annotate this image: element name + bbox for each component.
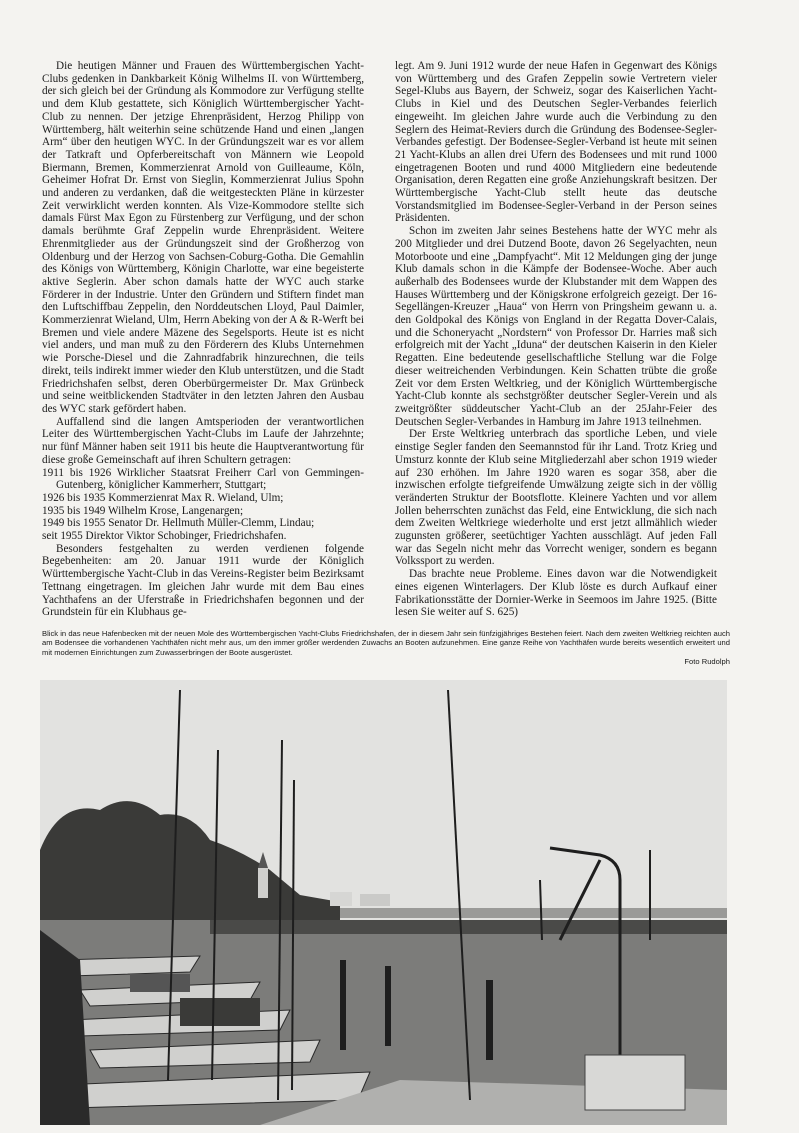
list-item: 1949 bis 1955 Senator Dr. Hellmuth Müller-Clemm, Lindau; [42,517,315,530]
text-column-right [395,60,717,619]
list-item: 1911 bis 1926 Wirklicher Staatsrat Freiherr Carl von Gemmingen-Gutenberg, königlicher Kammerherr, Stuttgart; [42,466,364,492]
paragraph: Der Erste Weltkrieg unterbrach das sportliche Leben, und viele einstige Segler fanden den Seemannstod für ihr Land. Trotz Krieg und Umsturz konnte der Klub seine Mitgliederzahl aber schon 1919 wieder auf 230 erhöhen. Im Jahre 1920 waren es sogar 358, aber die inzwischen erfolgte tiefgreifende Umwälzung zeigte sich in der völlig veränderten Struktur der Bootsflotte. Kleinere Yachten und vor allem Jollen beherrschten zunächst das Feld, eine Entwicklung, die sich nach dem Zweiten Weltkriege wiederholte und erst jetzt allmählich wieder zugunsten größerer, seetüchtiger Yachten ausschlägt. Auf jeden Fall war das Segeln nicht mehr das Vorrecht weniger, sondern es begann Volkssport zu werden. [395,428,717,568]
photo-caption [42,629,730,667]
paragraph: Besonders festgehalten zu werden verdienen folgende Begebenheiten: am 20. Januar 1911 wurde der Königlich Württembergische Yacht-Club in das Vereins-Register beim Bezirksamt Tettnang eingetragen. Im gleichen Jahr wurde mit dem Bau eines Yachthafens an der Uferstraße in Friedrichshafen begonnen und der Grundstein für ein Klubhaus ge- [42,542,364,619]
list-item: 1935 bis 1949 Wilhelm Krose, Langenargen; [42,504,244,517]
paragraph: Das brachte neue Probleme. Eines davon war die Notwendigkeit eines eigenen Winterlagers. Der Klub löste es durch Aufkauf einer Fabrikationsstätte der Dornier-Werke in Seemoos im Jahre 1925. (Bitte lesen Sie weiter auf S. 625) [395,568,717,619]
paragraph: Die heutigen Männer und Frauen des Württembergischen Yacht-Clubs gedenken in Dankbarkeit König Wilhelms II. von Württemberg, der sich gleich bei der Gründung als Kommodore zur Verfügung stellte und dem Klub gestattete, sich Königlich Württembergischer Yacht-Club zu nennen. Der jetzige Ehrenpräsident, Herzog Philipp von Württemberg, hält weiterhin seine schützende Hand und einen „langen Arm“ über den heutigen WYC. In der Gründungszeit war es vor allem der Tatkraft und Opferbereitschaft von Männern wie Leopold Biermann, Bremen, Kommerzienrat Arnold von Guilleaume, Köln, Geheimer Hofrat Dr. Ernst von Sieglin, Kommerzienrat Julius Spohn und anderen zu verdanken, daß die weitgesteckten Pläne in kürzester Zeit verwirklicht werden konnten. Als Vize-Kommodore stellte sich damals Fürst Max Egon zu Fürstenberg zur Verfügung, und der schon damals berühmte Graf Zeppelin wurde Ehrenpräsident. Weitere Ehrenmitglieder aus der Gründungszeit sind der Großherzog von Oldenburg und der Herzog von Sachsen-Coburg-Gotha. Die Gemahlin des Königs von Württemberg, Königin Charlotte, war eine begeisterte aktive Seglerin. Aber schon damals hatte der WYC auch starke Förderer in der Industrie. Unter den Gründern und Stiftern findet man den Luftschiffbau Zeppelin, den Norddeutschen Lloyd, Paul Daimler, Kommerzienrat Wieland, Ulm, Herrn Abeking von der A & R-Werft bei Bremen und viele andere Mäzene des Segelsports. Heute ist es nicht viel anders, und man muß zu den Förderern des Klubs Unternehmen wie Porsche-Diesel und die Zahnradfabrik hinzurechnen, die teils direkt, teils indirekt immer wieder den Klub unterstützen, und die Stadt Friedrichshafen selbst, deren Oberbürgermeister Dr. Max Grünbeck und seine weitblickenden Stadtväter in den letzten Jahren den Ausbau des WYC stark gefördert haben. [42,60,364,415]
text-column-left [42,60,364,619]
president-list [42,467,364,543]
photo-credit: Foto Rudolph [684,657,730,667]
list-item: 1926 bis 1935 Kommerzienrat Max R. Wieland, Ulm; [42,491,284,504]
caption-text: Blick in das neue Hafenbecken mit der neuen Mole des Württembergischen Yacht-Clubs Friedrichshafen, der in diesem Jahr sein fünfzigjähriges Bestehen feiert. Nach dem zweiten Weltkrieg reichten auch am Bodensee die vorhandenen Yachthäfen nicht mehr aus, um den immer größer werdenden Zuwachs an Booten aufzunehmen. Eine ganze Reihe von Yachthäfen wurde bereits wesentlich erweitert und mit modernen Einrichtungen zum Zuwasserbringen der Boote ausgerüstet. [42,629,730,657]
paragraph: Schon im zweiten Jahr seines Bestehens hatte der WYC mehr als 200 Mitglieder und drei Dutzend Boote, davon 26 Segelyachten, neun Motorboote und eine „Dampfyacht“. Mit 12 Meldungen ging der junge Klub damals schon in die Kämpfe der Bodensee-Woche. Aber auch außerhalb des Bodensees wurde der Klubstander mit dem Wappen des Hauses Württemberg und der Königskrone erfolgreich gezeigt. Der 16-Segellängen-Kreuzer „Haua“ von Herrn von Pringsheim gewann u. a. den Goldpokal des Königs von England in der Regatta Dover-Calais, und die Schoneryacht „Nordstern“ von Professor Dr. Harries maß sich erfolgreich mit der Yacht „Iduna“ der deutschen Kaiserin in den Kieler Regatten. Eine bedeutende gesellschaftliche Stellung war die Folge dieser weitreichenden Verbindungen. Kein Schatten trübte die große Zeit vor dem Ersten Weltkrieg, und der Königlich Württembergische Yacht-Club konnte als sechstgrößter deutscher Segler-Verein und als zweitgrößter süddeutscher Yacht-Club an der 25Jahr-Feier des Deutschen Segler-Verbandes in Hamburg im Jahre 1913 teilnehmen. [395,225,717,428]
harbor-photo [40,680,727,1125]
paragraph: Auffallend sind die langen Amtsperioden der verantwortlichen Leiter des Württembergischen Yacht-Clubs im Laufe der Jahrzehnte; nur fünf Männer haben seit 1911 bis heute die Hauptverantwortung für diese große Gemeinschaft auf ihren Schultern getragen: [42,415,364,466]
list-item: seit 1955 Direktor Viktor Schobinger, Friedrichshafen. [42,530,287,543]
harbor-illustration [40,680,727,1125]
paragraph: legt. Am 9. Juni 1912 wurde der neue Hafen in Gegenwart des Königs von Württemberg und des Grafen Zeppelin sowie Vertretern vieler Segel-Klubs aus Bayern, der Schweiz, sogar des Kaiserlichen Yacht-Clubs in Kiel und des Deutschen Segler-Verbandes feierlich eingeweiht. Im gleichen Jahre wurde auch die Verbindung zu den Seglern des Heimat-Reviers durch die Gründung des Bodensee-Segler-Verbandes gefestigt. Der Bodensee-Segler-Verband ist heute mit seinen 21 Yacht-Klubs an allen drei Ufern des Bodensees und mit rund 1000 eingetragenen Booten und rund 4000 Mitgliedern eine bedeutende Organisation, deren Regatten eine große Anziehungskraft besitzen. Der Württembergische Yacht-Club stellt heute das deutsche Vorstandsmitglied im Bodensee-Segler-Verband in der Person seines Präsidenten. [395,60,717,225]
